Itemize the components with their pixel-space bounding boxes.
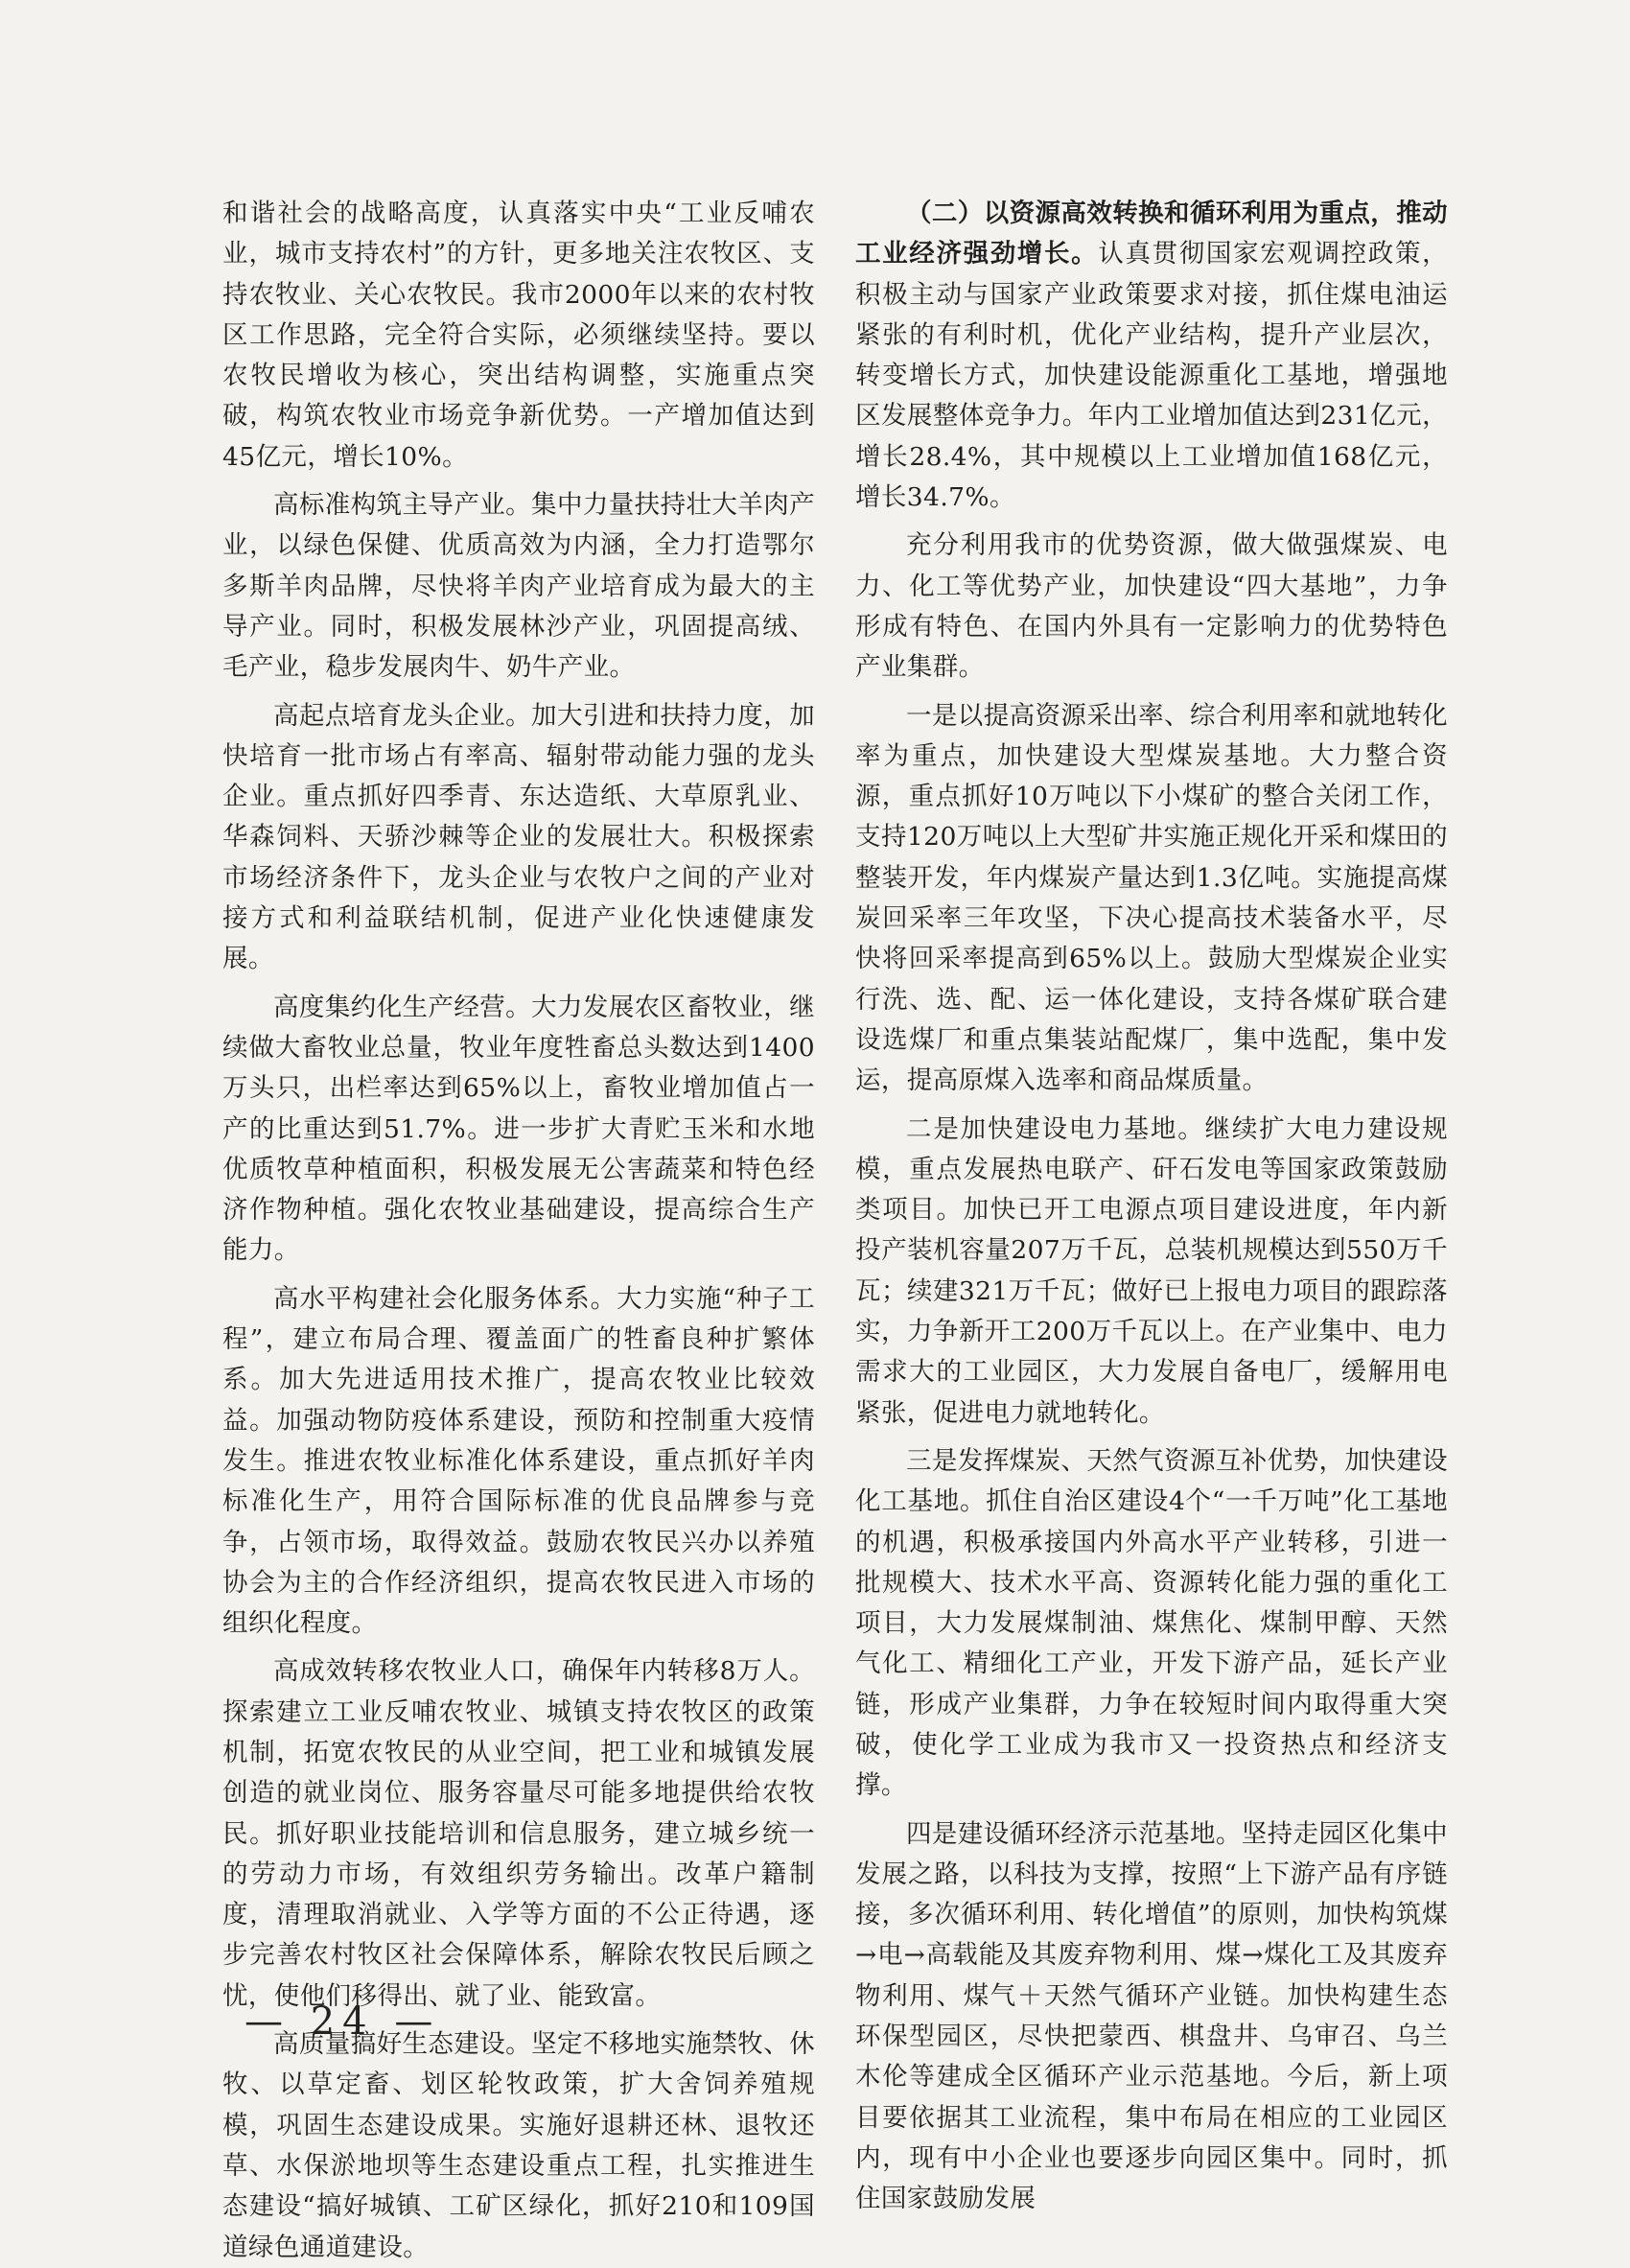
paragraph: 高起点培育龙头企业。加大引进和扶持力度，加快培育一批市场占有率高、辐射带动能力强的龙头企业。重点抓好四季青、东达造纸、大草原乳业、华森饲料、天骄沙棘等企业的发展壮大。积极探索市场经济条件下，龙头企业与农牧户之间的产业对接方式和利益联结机制，促进产业化快速健康发展。 xyxy=(222,700,815,974)
paragraph: 四是建设循环经济示范基地。坚持走园区化集中发展之路，以科技为支撑，按照“上下游产品有序链接，多次循环利用、转化增值”的原则，加快构筑煤→电→高载能及其废弃物利用、煤→煤化工及其废弃物利用、煤气＋天然气循环产业链。加快构建生态环保型园区，尽快把蒙西、棋盘井、乌审召、乌兰木伦等建成全区循环产业示范基地。今后，新上项目要依据其工业流程，集中布局在相应的工业园区内，现有中小企业也要逐步向园区集中。同时，抓住国家鼓励发展 xyxy=(855,1818,1448,2214)
section-heading: （二）以资源高效转换和循环利用为重点，推动工业经济强劲增长。 xyxy=(855,199,1448,269)
paragraph: 和谐社会的战略高度，认真落实中央“工业反哺农业，城市支持农村”的方针，更多地关注农牧区、支持农牧业、关心农牧民。我市2000年以来的农村牧区工作思路，完全符合实际，必须继续坚持。要以农牧民增收为核心，突出结构调整，实施重点突破，构筑农牧业市场竞争新优势。一产增加值达到45亿元，增长10%。 xyxy=(222,199,815,472)
paragraph: 高成效转移农牧业人口，确保年内转移8万人。探索建立工业反哺农牧业、城镇支持农牧区的政策机制，拓宽农牧民的从业空间，把工业和城镇发展创造的就业岗位、服务容量尽可能多地提供给农牧民。抓好职业技能培训和信息服务，建立城乡统一的劳动力市场，有效组织劳务输出。改革户籍制度，清理取消就业、入学等方面的不公正待遇，逐步完善农村牧区社会保障体系，解除农牧民后顾之忧，使他们移得出、就了业、能致富。 xyxy=(222,1656,815,2011)
left-column xyxy=(222,194,815,2268)
paragraph-text: 认真贯彻国家宏观调控政策，积极主动与国家产业政策要求对接，抓住煤电油运紧张的有利时机，优化产业结构，提升产业层次，转变增长方式，加快建设能源重化工基地，增强地区发展整体竞争力。年内工业增加值达到231亿元，增长28.4%，其中规模以上工业增加值168亿元，增长34.7%。 xyxy=(855,239,1448,513)
right-column xyxy=(855,194,1448,2220)
paragraph: 高度集约化生产经营。大力发展农区畜牧业，继续做大畜牧业总量，牧业年度牲畜总头数达到1400万头只，出栏率达到65%以上，畜牧业增加值占一产的比重达到51.7%。进一步扩大青贮玉米和水地优质牧草种植面积，积极发展无公害蔬菜和特色经济作物种植。强化农牧业基础建设，提高综合生产能力。 xyxy=(222,992,815,1266)
page-number: — 24 — xyxy=(244,1999,441,2044)
paragraph: 二是加快建设电力基地。继续扩大电力建设规模，重点发展热电联产、矸石发电等国家政策鼓励类项目。加快已开工电源点项目建设进度，年内新投产装机容量207万千瓦，总装机规模达到550万千瓦；续建321万千瓦；做好已上报电力项目的跟踪落实，力争新开工200万千瓦以上。在产业集中、电力需求大的工业园区，大力发展自备电厂，缓解用电紧张，促进电力就地转化。 xyxy=(855,1113,1448,1428)
paragraph: 高质量搞好生态建设。坚定不移地实施禁牧、休牧、以草定畜、划区轮牧政策，扩大舍饲养殖规模，巩固生态建设成果。实施好退耕还林、退牧还草、水保淤地坝等生态建设重点工程，扎实推进生态建设“搞好城镇、工矿区绿化，抓好210和109国道绿色通道建设。 xyxy=(222,2029,815,2262)
paragraph: 三是发挥煤炭、天然气资源互补优势，加快建设化工基地。抓住自治区建设4个“一千万吨”化工基地的机遇，积极承接国内外高水平产业转移，引进一批规模大、技术水平高、资源转化能力强的重化工项目，大力发展煤制油、煤焦化、煤制甲醇、天然气化工、精细化工产业，开发下游产品，延长产业链，形成产业集群，力争在较短时间内取得重大突破，使化学工业成为我市又一投资热点和经济支撑。 xyxy=(855,1445,1448,1801)
paragraph: 高水平构建社会化服务体系。大力实施“种子工程”，建立布局合理、覆盖面广的牲畜良种扩繁体系。加大先进适用技术推广，提高农牧业比较效益。加强动物防疫体系建设，预防和控制重大疫情发生。推进农牧业标准化体系建设，重点抓好羊肉标准化生产，用符合国际标准的优良品牌参与竞争，占领市场，取得效益。鼓励农牧民兴办以养殖协会为主的合作经济组织，提高农牧民进入市场的组织化程度。 xyxy=(222,1283,815,1639)
paragraph: 一是以提高资源采出率、综合利用率和就地转化率为重点，加快建设大型煤炭基地。大力整合资源，重点抓好10万吨以下小煤矿的整合关闭工作，支持120万吨以上大型矿井实施正规化开采和煤田的整装开发，年内煤炭产量达到1.3亿吨。实施提高煤炭回采率三年攻坚，下决心提高技术装备水平，尽快将回采率提高到65%以上。鼓励大型煤炭企业实行洗、选、配、运一体化建设，支持各煤矿联合建设选煤厂和重点集装站配煤厂，集中选配，集中发运，提高原煤入选率和商品煤质量。 xyxy=(855,700,1448,1096)
paragraph: 高标准构筑主导产业。集中力量扶持壮大羊肉产业，以绿色保健、优质高效为内涵，全力打造鄂尔多斯羊肉品牌，尽快将羊肉产业培育成为最大的主导产业。同时，积极发展林沙产业，巩固提高绒、毛产业，稳步发展肉牛、奶牛产业。 xyxy=(222,490,815,683)
section-paragraph xyxy=(855,194,1448,518)
paragraph: 充分利用我市的优势资源，做大做强煤炭、电力、化工等优势产业，加快建设“四大基地”，力争形成有特色、在国内外具有一定影响力的优势特色产业集群。 xyxy=(855,530,1448,683)
